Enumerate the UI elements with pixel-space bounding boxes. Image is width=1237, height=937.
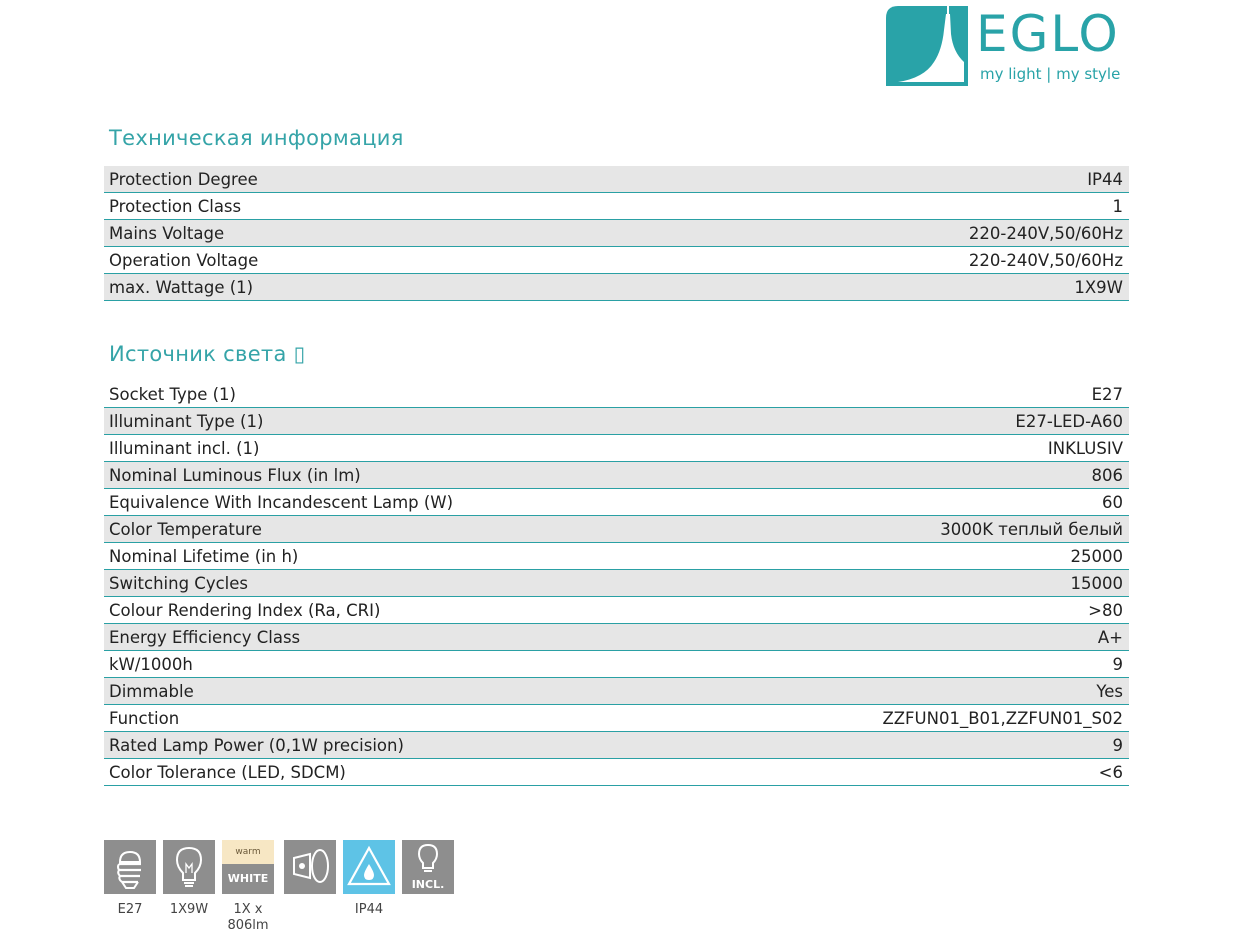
- row-label: Illuminant incl. (1): [109, 438, 260, 458]
- incl-badge: INCL.: [411, 878, 445, 891]
- row-value: Yes: [1096, 681, 1123, 701]
- row-value: ZZFUN01_B01,ZZFUN01_S02: [882, 708, 1123, 728]
- row-value: >80: [1088, 600, 1123, 620]
- row-value: INKLUSIV: [1047, 438, 1123, 458]
- table-row: [104, 759, 1129, 786]
- row-label: Protection Class: [109, 196, 242, 216]
- row-label: Color Tolerance (LED, SDCM): [109, 762, 346, 782]
- technical-spec-table: [104, 166, 1129, 301]
- row-label: Equivalence With Incandescent Lamp (W): [109, 492, 454, 512]
- bulb-icon: [163, 840, 215, 894]
- table-row: [104, 435, 1129, 462]
- row-label: Nominal Luminous Flux (in lm): [109, 465, 361, 485]
- row-value: IP44: [1087, 169, 1123, 189]
- row-value: E27-LED-A60: [1015, 411, 1123, 431]
- eglo-logo-mark-icon: [884, 4, 968, 86]
- table-row: [104, 220, 1129, 247]
- row-value: 25000: [1070, 546, 1123, 566]
- row-label: Colour Rendering Index (Ra, CRI): [109, 600, 381, 620]
- row-label: Function: [109, 708, 180, 728]
- bulb-included-icon: [402, 840, 454, 894]
- row-value: 220-240V,50/60Hz: [968, 250, 1123, 270]
- eglo-logo: [884, 4, 1134, 88]
- table-row: [104, 408, 1129, 435]
- protection-class-icon: [284, 840, 336, 894]
- row-value: A+: [1097, 627, 1123, 647]
- row-value: E27: [1091, 384, 1123, 404]
- ip44-drop-icon: [343, 840, 395, 894]
- table-row: [104, 489, 1129, 516]
- table-row: [104, 274, 1129, 301]
- table-row: [104, 381, 1129, 408]
- table-row: [104, 247, 1129, 274]
- row-label: kW/1000h: [109, 654, 193, 674]
- row-value: 806: [1091, 465, 1123, 485]
- row-label: Illuminant Type (1): [109, 411, 264, 431]
- row-value: <6: [1098, 762, 1123, 782]
- brand-name: EGLO: [976, 5, 1120, 63]
- row-value: 9: [1112, 735, 1123, 755]
- row-value: 220-240V,50/60Hz: [968, 223, 1123, 243]
- row-value: 3000K теплый белый: [940, 519, 1123, 539]
- table-row: [104, 193, 1129, 220]
- table-row: [104, 651, 1129, 678]
- row-label: Rated Lamp Power (0,1W precision): [109, 735, 404, 755]
- table-row: [104, 462, 1129, 489]
- row-label: Color Temperature: [109, 519, 262, 539]
- table-row: [104, 516, 1129, 543]
- table-row: [104, 597, 1129, 624]
- brand-tagline: my light | my style: [980, 65, 1121, 83]
- white-label: WHITE: [222, 864, 274, 894]
- row-label: Nominal Lifetime (in h): [109, 546, 299, 566]
- row-label: Mains Voltage: [109, 223, 225, 243]
- icon-caption: IP44: [354, 902, 384, 917]
- row-value: 60: [1102, 492, 1123, 512]
- row-value: 9: [1112, 654, 1123, 674]
- technical-section-title: Техническая информация: [109, 126, 404, 150]
- table-row: [104, 543, 1129, 570]
- row-label: Energy Efficiency Class: [109, 627, 301, 647]
- socket-e27-icon: [104, 840, 156, 894]
- row-value: 1X9W: [1074, 277, 1123, 297]
- table-row: [104, 624, 1129, 651]
- row-label: Operation Voltage: [109, 250, 259, 270]
- row-label: Dimmable: [109, 681, 194, 701]
- icon-caption: 1X x 806lm: [227, 902, 269, 933]
- table-row: [104, 166, 1129, 193]
- row-label: max. Wattage (1): [109, 277, 254, 297]
- row-label: Protection Degree: [109, 169, 258, 189]
- row-value: 15000: [1070, 573, 1123, 593]
- table-row: [104, 732, 1129, 759]
- light-source-section-title: Источник света ▯: [109, 342, 306, 366]
- icon-caption: 1X9W: [169, 902, 209, 917]
- row-label: Switching Cycles: [109, 573, 249, 593]
- row-label: Socket Type (1): [109, 384, 236, 404]
- icon-caption: E27: [117, 902, 143, 917]
- row-value: 1: [1112, 196, 1123, 216]
- warm-label: warm: [222, 840, 274, 864]
- table-row: [104, 678, 1129, 705]
- warm-white-icon: [222, 840, 274, 894]
- table-row: [104, 705, 1129, 732]
- light-source-spec-table: [104, 381, 1129, 786]
- table-row: [104, 570, 1129, 597]
